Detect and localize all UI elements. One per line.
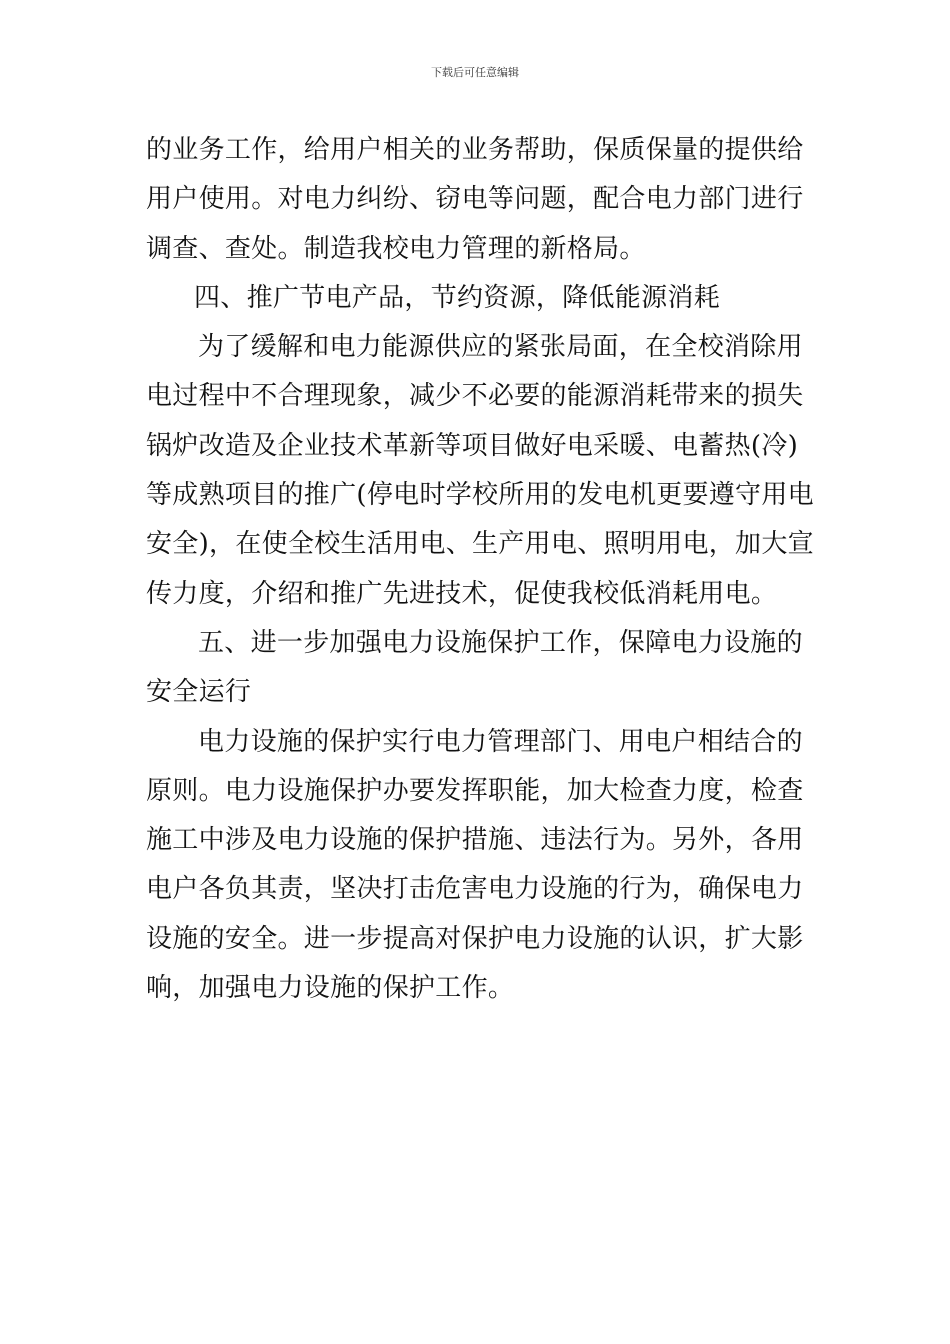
text-line: 施工中涉及电力设施的保护措施、违法行为。另外，各用	[146, 825, 804, 856]
section-heading-4: 四、推广节电产品，节约资源，降低能源消耗	[194, 282, 721, 313]
text-line: 传力度，介绍和推广先进技术，促使我校低消耗用电。	[146, 578, 778, 609]
text-line: 安全)，在使全校生活用电、生产用电、照明用电，加大宣	[146, 529, 814, 560]
page-header: 下载后可任意编辑	[431, 66, 519, 79]
text-line: 电过程中不合理现象，减少不必要的能源消耗带来的损失	[146, 381, 804, 412]
text-line: 为了缓解和电力能源供应的紧张局面，在全校消除用	[198, 332, 803, 363]
section-heading-5-cont: 安全运行	[146, 677, 252, 708]
text-line: 等成熟项目的推广(停电时学校所用的发电机更要遵守用电	[146, 480, 814, 511]
text-line: 原则。电力设施保护办要发挥职能，加大检查力度，检查	[146, 775, 804, 806]
section-heading-5: 五、进一步加强电力设施保护工作，保障电力设施的	[198, 627, 803, 658]
text-line: 锅炉改造及企业技术革新等项目做好电采暖、电蓄热(冷)	[146, 430, 799, 461]
text-line: 设施的安全。进一步提高对保护电力设施的认识，扩大影	[146, 923, 804, 954]
text-line: 的业务工作，给用户相关的业务帮助，保质保量的提供给	[146, 135, 804, 165]
text-line: 电户各负其责，坚决打击危害电力设施的行为，确保电力	[146, 874, 804, 905]
text-line: 用户使用。对电力纠纷、窃电等问题，配合电力部门进行	[146, 184, 804, 215]
text-line: 调查、查处。制造我校电力管理的新格局。	[146, 233, 646, 264]
text-line: 响，加强电力设施的保护工作。	[146, 973, 515, 1004]
text-line: 电力设施的保护实行电力管理部门、用电户相结合的	[198, 726, 803, 757]
document-body	[146, 126, 814, 1013]
